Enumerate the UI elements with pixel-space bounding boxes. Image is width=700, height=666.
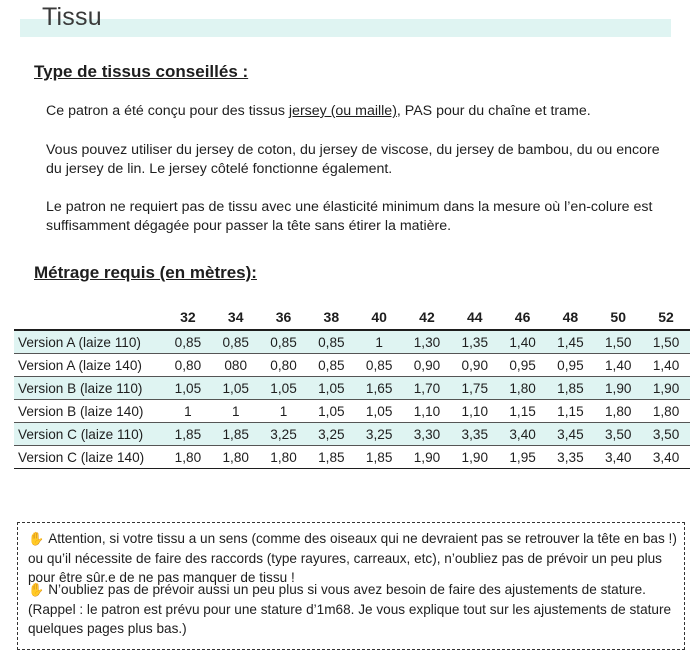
paragraph-elasticity: Le patron ne requiert pas de tissu avec une élasticité minimum dans la mesure où l’en-colure est suffisamment dégagée pour passer la tête sans étirer la matière. (46, 199, 653, 234)
table-cell: 0,85 (260, 330, 308, 354)
table-cell: 0,85 (164, 330, 212, 354)
section-heading-yardage: Métrage requis (en mètres): (34, 263, 257, 282)
table-cell: 1,85 (355, 446, 403, 469)
table-cell: 3,25 (307, 423, 355, 446)
row-label: Version A (laize 140) (14, 354, 164, 377)
table-cell: 1,85 (164, 423, 212, 446)
table-header-row (14, 305, 690, 330)
table-cell: 1,90 (594, 377, 642, 400)
table-cell: 1,85 (212, 423, 260, 446)
paragraph-text: Ce patron a été conçu pour des tissus (46, 103, 289, 119)
table-row (14, 446, 690, 469)
row-label: Version C (laize 110) (14, 423, 164, 446)
table-cell: 1,80 (212, 446, 260, 469)
table-cell: 0,90 (451, 354, 499, 377)
paragraph-fabric-options: Vous pouvez utiliser du jersey de coton, du jersey de viscose, du jersey de bambou, du ou encore du jersey de lin. Le jersey côtelé fonctionne également. (46, 142, 660, 177)
table-cell: 3,40 (642, 446, 690, 469)
table-cell: 1,10 (403, 400, 451, 423)
table-cell: 3,50 (594, 423, 642, 446)
table-cell: 0,85 (307, 330, 355, 354)
table-cell: 1 (355, 330, 403, 354)
row-label: Version C (laize 140) (14, 446, 164, 469)
table-row (14, 377, 690, 400)
table-cell: 0,95 (499, 354, 547, 377)
section-heading-fabric-type: Type de tissus conseillés : (34, 62, 249, 81)
notice-text: N’oubliez pas de prévoir aussi un peu plus si vous avez besoin de faire des ajustements de stature. (Rappel : le patron est prévu pour une stature d’1m68. Je vous explique tout sur les ajustements de stature quelques pages plus bas.) (28, 582, 672, 636)
table-cell: 1,75 (451, 377, 499, 400)
table-cell: 1,50 (642, 330, 690, 354)
notice-note-direction (28, 529, 678, 588)
table-cell: 3,25 (355, 423, 403, 446)
table-cell: 1 (260, 400, 308, 423)
table-cell: 1,80 (499, 377, 547, 400)
table-cell: 1,40 (594, 354, 642, 377)
size-header: 40 (355, 305, 403, 330)
notice-box (17, 522, 685, 650)
paragraph-fabric-design (46, 102, 668, 121)
table-cell: 3,45 (547, 423, 595, 446)
table-cell: 1,50 (594, 330, 642, 354)
jersey-link[interactable]: jersey (ou maille) (288, 103, 397, 119)
table-cell: 0,85 (355, 354, 403, 377)
table-cell: 3,30 (403, 423, 451, 446)
table-cell: 0,95 (547, 354, 595, 377)
notice-note-stature (28, 580, 678, 639)
table-cell: 1,90 (642, 377, 690, 400)
table-cell: 1,45 (547, 330, 595, 354)
table-cell: 1,95 (499, 446, 547, 469)
paragraph-text: , PAS pour du chaîne et trame. (396, 103, 591, 119)
page-title: Tissu (42, 3, 102, 31)
notice-text: Attention, si votre tissu a un sens (comme des oiseaux qui ne devraient pas se retrouver la tête en bas !) ou qu’il nécessite de faire des raccords (type rayures, carreaux, etc), n’oubliez pas de prévoir un peu plus pour être sûr.e de ne pas manquer de tissu ! (28, 531, 677, 585)
table-cell: 1 (212, 400, 260, 423)
size-header: 34 (212, 305, 260, 330)
table-cell: 0,80 (260, 354, 308, 377)
table-cell: 080 (212, 354, 260, 377)
table-cell: 1 (164, 400, 212, 423)
row-label: Version B (laize 140) (14, 400, 164, 423)
table-cell: 1,80 (642, 400, 690, 423)
size-header: 46 (499, 305, 547, 330)
table-cell: 1,65 (355, 377, 403, 400)
size-header: 36 (260, 305, 308, 330)
row-label: Version B (laize 110) (14, 377, 164, 400)
size-header: 44 (451, 305, 499, 330)
table-cell: 1,70 (403, 377, 451, 400)
table-cell: 3,40 (594, 446, 642, 469)
table-cell: 0,90 (403, 354, 451, 377)
table-cell: 1,40 (499, 330, 547, 354)
table-row (14, 400, 690, 423)
size-header: 50 (594, 305, 642, 330)
table-cell: 1,05 (307, 377, 355, 400)
hand-icon: ✋ (28, 582, 45, 597)
table-cell: 1,80 (594, 400, 642, 423)
title-band (20, 19, 671, 37)
table-cell: 1,85 (307, 446, 355, 469)
size-header: 52 (642, 305, 690, 330)
table-cell: 3,35 (451, 423, 499, 446)
table-cell: 1,35 (451, 330, 499, 354)
table-row (14, 423, 690, 446)
table-header-corner (14, 305, 164, 330)
table-cell: 1,05 (260, 377, 308, 400)
table-cell: 1,05 (307, 400, 355, 423)
table-cell: 1,05 (212, 377, 260, 400)
yardage-table (14, 305, 690, 469)
table-cell: 1,85 (547, 377, 595, 400)
table-cell: 1,15 (547, 400, 595, 423)
table-cell: 0,80 (164, 354, 212, 377)
size-header: 38 (307, 305, 355, 330)
table-cell: 1,90 (451, 446, 499, 469)
table-cell: 1,30 (403, 330, 451, 354)
table-cell: 1,05 (164, 377, 212, 400)
table-cell: 0,85 (307, 354, 355, 377)
row-label: Version A (laize 110) (14, 330, 164, 354)
table-cell: 1,10 (451, 400, 499, 423)
table-cell: 1,80 (164, 446, 212, 469)
table-row (14, 354, 690, 377)
table-cell: 3,50 (642, 423, 690, 446)
table-cell: 1,90 (403, 446, 451, 469)
table-row (14, 330, 690, 354)
hand-icon: ✋ (28, 531, 45, 546)
table-cell: 1,40 (642, 354, 690, 377)
table-cell: 1,15 (499, 400, 547, 423)
size-header: 48 (547, 305, 595, 330)
size-header: 32 (164, 305, 212, 330)
table-cell: 3,40 (499, 423, 547, 446)
table-cell: 1,05 (355, 400, 403, 423)
table-cell: 3,35 (547, 446, 595, 469)
table-cell: 1,80 (260, 446, 308, 469)
table-cell: 0,85 (212, 330, 260, 354)
table-cell: 3,25 (260, 423, 308, 446)
size-header: 42 (403, 305, 451, 330)
